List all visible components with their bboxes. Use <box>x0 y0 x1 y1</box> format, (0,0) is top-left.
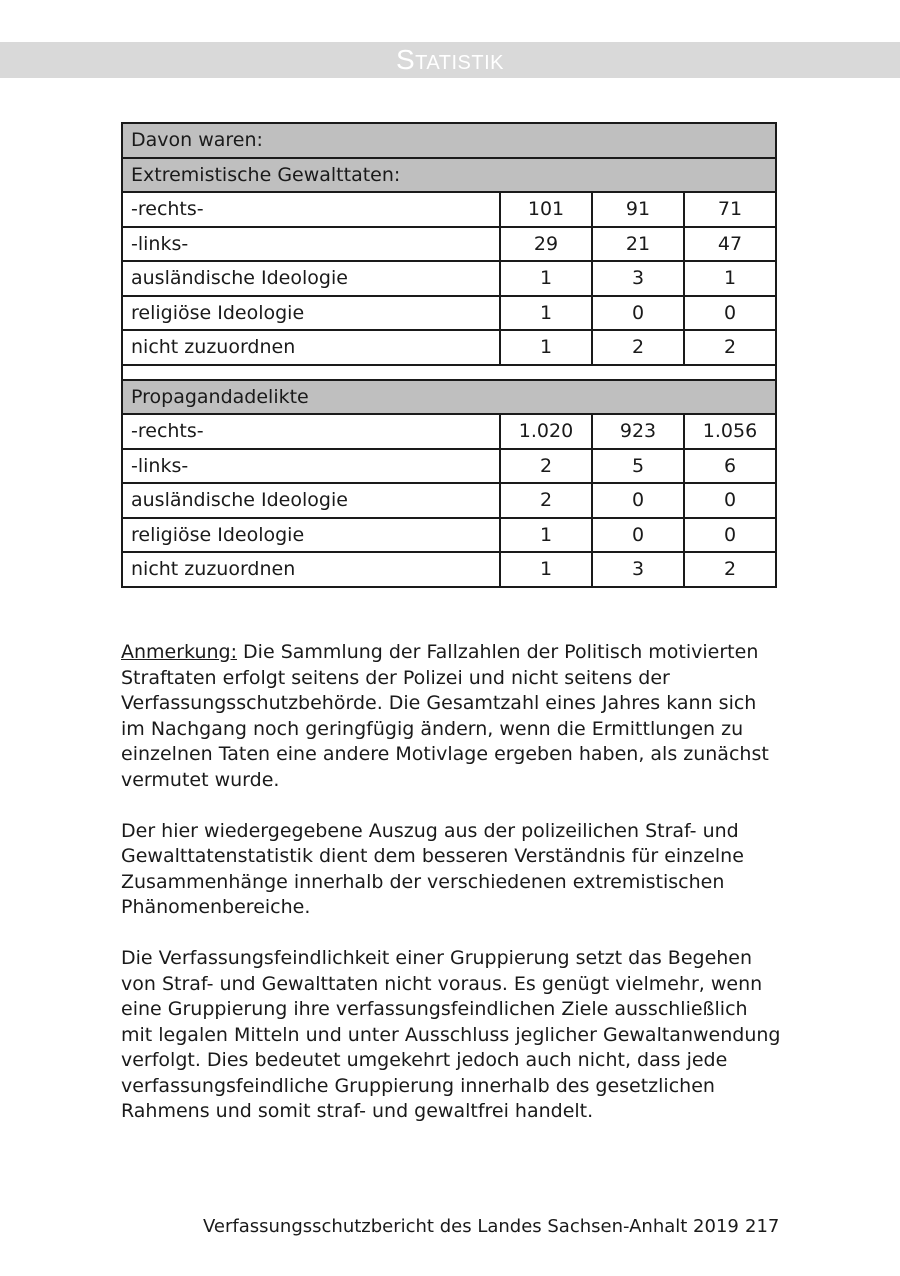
value-cell: 6 <box>684 449 776 484</box>
section-row <box>122 380 776 415</box>
table-title: Davon waren: <box>122 123 776 158</box>
value-cell: 2 <box>684 552 776 587</box>
section-header-band <box>0 42 900 78</box>
row-label: ausländische Ideologie <box>122 483 500 518</box>
value-cell: 0 <box>684 483 776 518</box>
value-cell: 0 <box>684 518 776 553</box>
row-label: -links- <box>122 449 500 484</box>
value-cell: 1 <box>500 330 592 365</box>
spacer-cell <box>122 365 776 380</box>
table-row <box>122 296 776 331</box>
value-cell: 1 <box>500 552 592 587</box>
value-cell: 0 <box>592 296 684 331</box>
spacer-row <box>122 365 776 380</box>
value-cell: 1 <box>500 261 592 296</box>
body-text <box>121 640 781 1150</box>
value-cell: 71 <box>684 192 776 227</box>
value-cell: 47 <box>684 227 776 262</box>
note-label: Anmerkung: <box>121 641 238 663</box>
value-cell: 1 <box>500 518 592 553</box>
value-cell: 91 <box>592 192 684 227</box>
value-cell: 101 <box>500 192 592 227</box>
value-cell: 21 <box>592 227 684 262</box>
row-label: ausländische Ideologie <box>122 261 500 296</box>
value-cell: 0 <box>684 296 776 331</box>
value-cell: 2 <box>500 483 592 518</box>
table-row <box>122 261 776 296</box>
table-row <box>122 449 776 484</box>
section-row <box>122 158 776 193</box>
note-text: Die Sammlung der Fallzahlen der Politisch motivierten Straftaten erfolgt seitens der Polizei und nicht seitens der Verfassungsschutzbehörde. Die Gesamtzahl eines Jahres kann sich im Nachgang noch geringfügig ändern, wenn die Ermittlungen zu einzelnen Taten eine andere Motivlage ergeben haben, als zunächst vermutet wurde. <box>121 641 769 791</box>
value-cell: 1.020 <box>500 414 592 449</box>
value-cell: 1 <box>500 296 592 331</box>
table-title-row <box>122 123 776 158</box>
value-cell: 1.056 <box>684 414 776 449</box>
page-number: 217 <box>745 1216 780 1237</box>
value-cell: 2 <box>684 330 776 365</box>
note-paragraph <box>121 640 781 793</box>
paragraph-3: Die Verfassungsfeindlichkeit einer Gruppierung setzt das Begehen von Straf- und Gewalttaten nicht voraus. Es genügt vielmehr, wenn eine Gruppierung ihre verfassungsfeindlichen Ziele ausschließlich mit legalen Mitteln und unter Ausschluss jeglicher Gewaltanwendung verfolgt. Dies bedeutet umgekehrt jedoch auch nicht, dass jede verfassungsfeindliche Gruppierung innerhalb des gesetzlichen Rahmens und somit straf- und gewaltfrei handelt. <box>121 947 781 1122</box>
statistics-table <box>121 122 777 588</box>
table-row <box>122 552 776 587</box>
section-label: Extremistische Gewalttaten: <box>122 158 776 193</box>
footer-title: Verfassungsschutzbericht des Landes Sachsen-Anhalt 2019 <box>203 1216 739 1237</box>
value-cell: 0 <box>592 518 684 553</box>
value-cell: 0 <box>592 483 684 518</box>
section-title: Statistik <box>396 44 504 75</box>
value-cell: 2 <box>500 449 592 484</box>
table-row <box>122 192 776 227</box>
row-label: -links- <box>122 227 500 262</box>
table-row <box>122 483 776 518</box>
value-cell: 5 <box>592 449 684 484</box>
row-label: religiöse Ideologie <box>122 518 500 553</box>
paragraph-2: Der hier wiedergegebene Auszug aus der polizeilichen Straf- und Gewalttatenstatistik dient dem besseren Verständnis für einzelne Zusammenhänge innerhalb der verschiedenen extremistischen Phänomenbereiche. <box>121 819 744 918</box>
row-label: -rechts- <box>122 414 500 449</box>
value-cell: 2 <box>592 330 684 365</box>
row-label: nicht zuzuordnen <box>122 330 500 365</box>
row-label: -rechts- <box>122 192 500 227</box>
value-cell: 923 <box>592 414 684 449</box>
value-cell: 29 <box>500 227 592 262</box>
value-cell: 3 <box>592 261 684 296</box>
table-row <box>122 330 776 365</box>
row-label: nicht zuzuordnen <box>122 552 500 587</box>
table-row <box>122 414 776 449</box>
value-cell: 1 <box>684 261 776 296</box>
section-label: Propagandadelikte <box>122 380 776 415</box>
value-cell: 3 <box>592 552 684 587</box>
table-row <box>122 518 776 553</box>
row-label: religiöse Ideologie <box>122 296 500 331</box>
table-row <box>122 227 776 262</box>
